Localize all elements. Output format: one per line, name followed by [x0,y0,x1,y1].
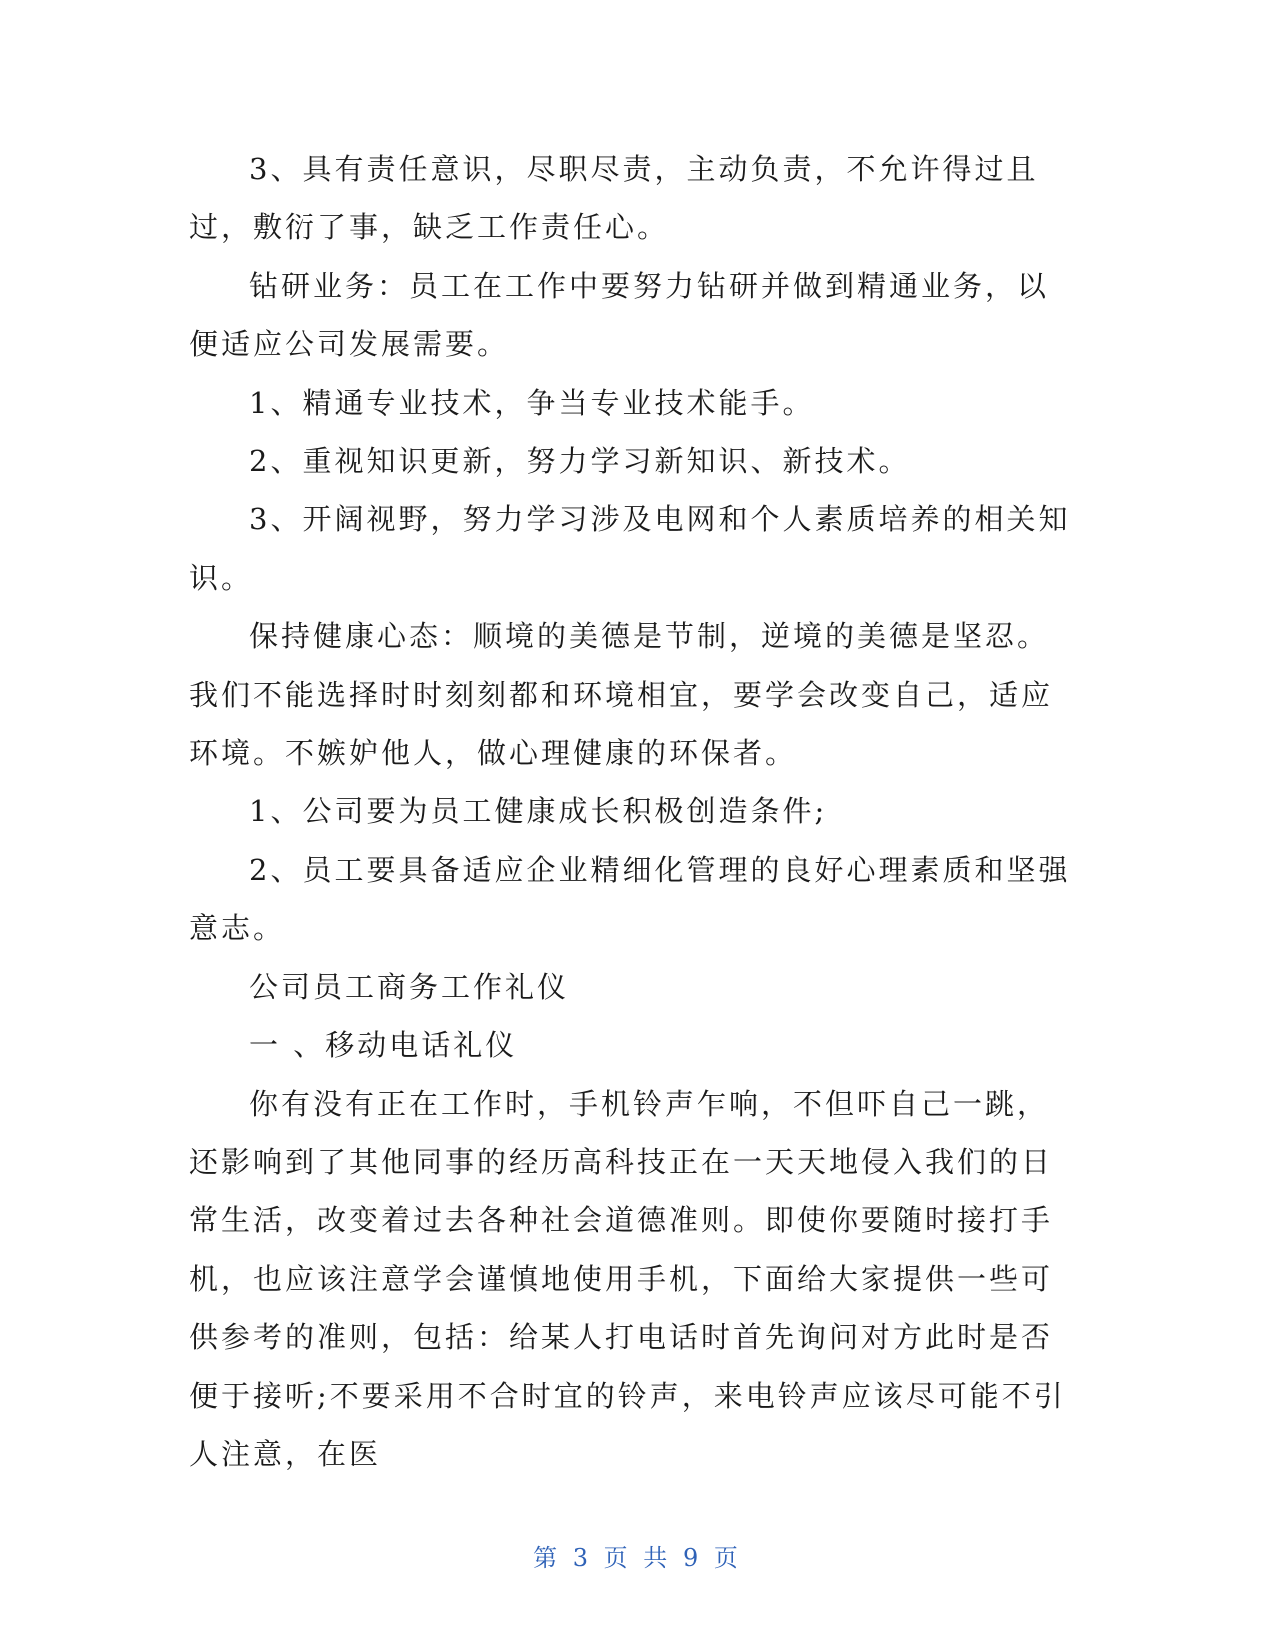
paragraph: 1、精通专业技术，争当专业技术能手。 [249,385,815,420]
paragraph: 保持健康心态：顺境的美德是节制，逆境的美德是坚忍。我们不能选择时时刻刻都和环境相宜，要学会改变自己，适应环境。不嫉妒他人，做心理健康的环保者。 [189,619,1054,771]
paragraph: 你有没有正在工作时，手机铃声乍响，不但吓自己一跳，还影响到了其他同事的经历高科技正在一天天地侵入我们的日常生活，改变着过去各种社会道德准则。即使你要随时接打手机，也应该注意学会谨慎地使用手机，下面给大家提供一些可供参考的准则，包括：给某人打电话时首先询问对方此时是否便于接听;不要采用不合时宜的铃声，来电铃声应该尽可能不引人注意，在医 [189,1086,1066,1471]
subsection-heading: 一 、移动电话礼仪 [249,1028,518,1063]
document-body [189,140,1079,1483]
section-heading: 公司员工商务工作礼仪 [249,969,570,1004]
paragraph: 3、开阔视野，努力学习涉及电网和个人素质培养的相关知识。 [189,502,1071,595]
paragraph: 2、重视知识更新，努力学习新知识、新技术。 [249,444,911,479]
page-number-footer: 第 3 页 共 9 页 [533,1544,742,1572]
paragraph: 3、具有责任意识，尽职尽责，主动负责，不允许得过且过，敷衍了事，缺乏工作责任心。 [189,152,1039,245]
paragraph: 1、公司要为员工健康成长积极创造条件; [249,794,828,829]
paragraph: 钻研业务：员工在工作中要努力钻研并做到精通业务，以便适应公司发展需要。 [189,268,1050,362]
paragraph: 2、员工要具备适应企业精细化管理的良好心理素质和坚强意志。 [189,852,1071,946]
